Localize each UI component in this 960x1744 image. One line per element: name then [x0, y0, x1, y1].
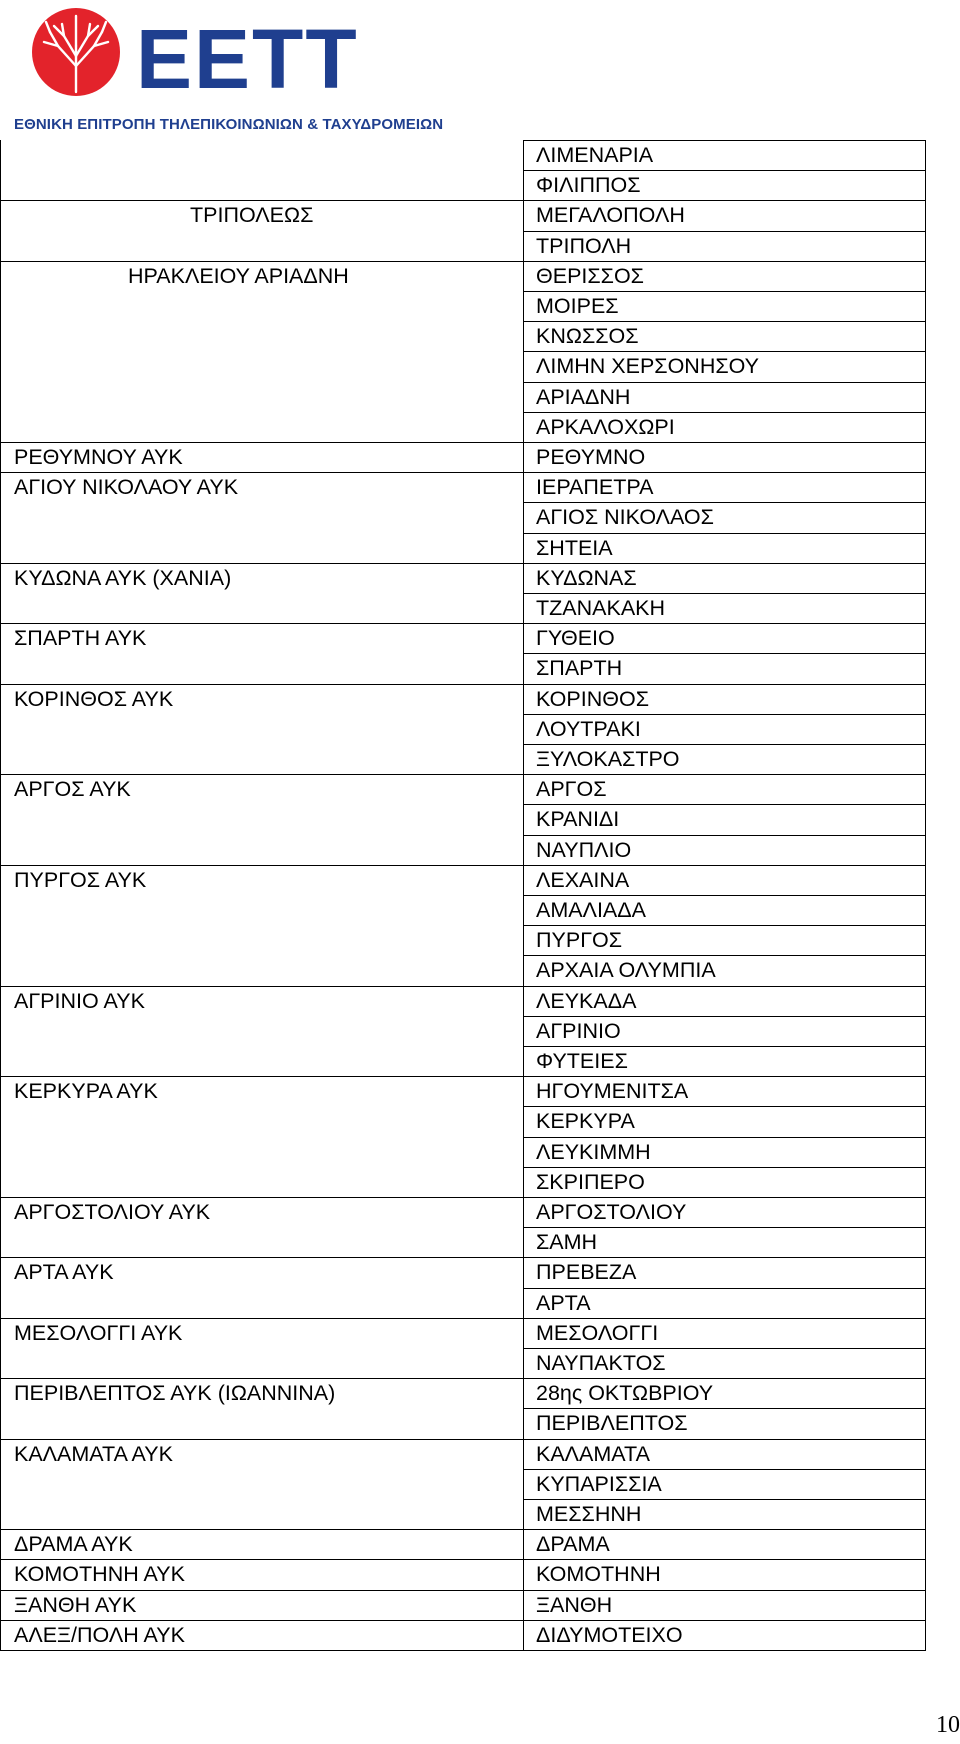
row-divider	[0, 623, 926, 624]
row-divider	[0, 472, 926, 473]
group-cell	[0, 1046, 523, 1076]
group-cell: ΚΟΜΟΤΗΝΗ ΑΥΚ	[14, 1562, 185, 1587]
row-divider	[523, 835, 926, 836]
table-row	[0, 744, 926, 774]
row-divider	[523, 1288, 926, 1289]
group-cell	[0, 231, 523, 261]
row-divider	[523, 593, 926, 594]
table-row	[0, 261, 926, 291]
row-divider	[0, 1559, 926, 1560]
row-divider	[523, 804, 926, 805]
location-cell: ΗΓΟΥΜΕΝΙΤΣΑ	[536, 1079, 689, 1104]
group-cell: ΑΡΓΟΣΤΟΛΙΟΥ ΑΥΚ	[14, 1200, 211, 1224]
row-divider	[523, 653, 926, 654]
table-row	[0, 502, 926, 532]
table-row	[0, 1439, 926, 1469]
table-row	[0, 412, 926, 442]
group-cell: ΜΕΣΟΛΟΓΓΙ ΑΥΚ	[14, 1320, 183, 1345]
location-cell: ΛΙΜΕΝΑΡΙΑ	[536, 143, 654, 167]
table-row	[0, 986, 926, 1016]
group-cell: ΚΕΡΚΥΡΑ ΑΥΚ	[14, 1079, 158, 1104]
table-row	[0, 865, 926, 895]
row-divider	[523, 1227, 926, 1228]
table-row	[0, 1257, 926, 1287]
table-row	[0, 533, 926, 563]
document-header	[14, 6, 444, 136]
group-cell	[0, 593, 523, 623]
table-row	[0, 774, 926, 804]
location-cell: ΣΠΑΡΤΗ	[536, 656, 623, 681]
location-cell: ΜΕΣΣΗΝΗ	[536, 1502, 642, 1526]
group-cell	[0, 1227, 523, 1257]
group-cell: ΑΛΕΞ/ΠΟΛΗ ΑΥΚ	[14, 1622, 185, 1647]
group-cell	[0, 1016, 523, 1046]
group-cell	[0, 1469, 523, 1499]
row-divider	[523, 1499, 926, 1500]
row-divider	[523, 1016, 926, 1017]
location-cell: ΜΟΙΡΕΣ	[536, 294, 619, 318]
table-row	[0, 804, 926, 834]
location-cell: ΞΑΝΘΗ	[536, 1592, 613, 1617]
group-cell: ΑΡΓΟΣ ΑΥΚ	[14, 777, 131, 802]
group-cell	[0, 382, 523, 412]
row-divider	[523, 1469, 926, 1470]
group-cell: ΡΕΘΥΜΝΟΥ ΑΥΚ	[14, 445, 183, 469]
table-row	[0, 1469, 926, 1499]
location-cell: ΣΗΤΕΙΑ	[536, 535, 613, 560]
location-cell: ΚΕΡΚΥΡΑ	[536, 1109, 635, 1134]
group-cell	[0, 1348, 523, 1378]
row-divider	[0, 684, 926, 685]
group-cell	[0, 1288, 523, 1318]
group-cell	[0, 533, 523, 563]
row-divider	[523, 382, 926, 383]
location-cell: ΑΓΡΙΝΙΟ	[536, 1018, 621, 1043]
row-divider	[0, 1529, 926, 1530]
location-cell: ΑΜΑΛΙΑΔΑ	[536, 898, 646, 922]
location-cell: ΑΡΓΟΣΤΟΛΙΟΥ	[536, 1200, 687, 1224]
table-row	[0, 1620, 926, 1650]
table-row	[0, 140, 926, 170]
location-cell: ΠΥΡΓΟΣ	[536, 928, 623, 953]
location-cell: ΠΡΕΒΕΖΑ	[536, 1260, 637, 1285]
row-divider	[0, 261, 926, 262]
location-cell: ΘΕΡΙΣΣΟΣ	[536, 263, 644, 288]
row-divider	[523, 1106, 926, 1107]
table-row	[0, 835, 926, 865]
group-cell: ΑΓΡΙΝΙΟ ΑΥΚ	[14, 988, 145, 1013]
table-row	[0, 1197, 926, 1227]
location-cell: ΣΚΡΙΠΕΡΟ	[536, 1169, 645, 1194]
table-row	[0, 563, 926, 593]
table-row	[0, 1499, 926, 1529]
location-cell: ΔΡΑΜΑ	[536, 1532, 610, 1557]
eett-logo-icon	[28, 6, 368, 106]
location-cell: ΑΡΤΑ	[536, 1290, 591, 1315]
row-divider	[0, 200, 926, 201]
location-cell: ΚΟΜΟΤΗΝΗ	[536, 1562, 661, 1587]
row-divider	[0, 1378, 926, 1379]
table-row	[0, 170, 926, 200]
location-cell: ΣΑΜΗ	[536, 1230, 598, 1255]
location-cell: ΓΥΘΕΙΟ	[536, 626, 615, 651]
location-cell: ΚΝΩΣΣΟΣ	[536, 324, 639, 349]
table-row	[0, 321, 926, 351]
group-cell: ΤΡΙΠΟΛΕΩΣ	[190, 203, 314, 228]
row-divider	[0, 563, 926, 564]
location-cell: ΑΡΧΑΙΑ ΟΛΥΜΠΙΑ	[536, 958, 716, 983]
row-divider	[523, 1046, 926, 1047]
location-cell: ΚΡΑΝΙΔΙ	[536, 807, 620, 832]
table-row	[0, 382, 926, 412]
location-cell: ΞΥΛΟΚΑΣΤΡΟ	[536, 747, 680, 771]
location-cell: ΦΙΛΙΠΠΟΣ	[536, 173, 641, 198]
row-divider	[0, 865, 926, 866]
table-row	[0, 1046, 926, 1076]
group-cell	[0, 804, 523, 834]
row-divider	[523, 533, 926, 534]
table-row	[0, 1227, 926, 1257]
row-divider	[523, 895, 926, 896]
group-cell: ΗΡΑΚΛΕΙΟΥ ΑΡΙΑΔΝΗ	[128, 263, 349, 288]
page-number: 10	[936, 1712, 960, 1738]
location-cell: ΡΕΘΥΜΝΟ	[536, 445, 646, 469]
row-divider	[523, 1167, 926, 1168]
table-row	[0, 1137, 926, 1167]
group-cell	[0, 1499, 523, 1529]
group-cell	[0, 895, 523, 925]
location-cell: ΝΑΥΠΛΙΟ	[536, 837, 632, 862]
row-divider	[0, 442, 926, 443]
location-cell: ΜΕΓΑΛΟΠΟΛΗ	[536, 203, 685, 228]
table-row	[0, 623, 926, 653]
table-row	[0, 653, 926, 683]
table-row	[0, 351, 926, 381]
row-divider	[0, 774, 926, 775]
row-divider	[523, 714, 926, 715]
row-divider	[523, 744, 926, 745]
location-cell: ΛΕΧΑΙΝΑ	[536, 867, 630, 892]
location-cell: ΛΟΥΤΡΑΚΙ	[536, 716, 641, 741]
logo-wordmark: ΕΕΤΤ	[136, 12, 359, 106]
group-cell	[0, 351, 523, 381]
group-cell: ΚΟΡΙΝΘΟΣ ΑΥΚ	[14, 686, 174, 711]
row-divider	[523, 955, 926, 956]
table-row	[0, 231, 926, 261]
location-cell: ΑΡΙΑΔΝΗ	[536, 384, 631, 409]
group-cell	[0, 140, 523, 170]
location-cell: ΑΡΚΑΛΟΧΩΡΙ	[536, 414, 675, 439]
group-cell	[0, 835, 523, 865]
table-row	[0, 1559, 926, 1589]
group-cell	[0, 502, 523, 532]
group-cell	[0, 291, 523, 321]
group-cell: ΑΡΤΑ ΑΥΚ	[14, 1260, 114, 1285]
group-cell	[0, 955, 523, 985]
table-row	[0, 1288, 926, 1318]
row-divider	[523, 1137, 926, 1138]
table-row	[0, 895, 926, 925]
group-cell	[0, 653, 523, 683]
location-cell: ΛΕΥΚΙΜΜΗ	[536, 1139, 651, 1164]
row-divider	[0, 1257, 926, 1258]
row-divider	[523, 231, 926, 232]
location-cell: ΚΥΔΩΝΑΣ	[536, 565, 637, 590]
group-cell	[0, 321, 523, 351]
table-row	[0, 925, 926, 955]
table-row	[0, 442, 926, 472]
location-cell: ΚΥΠΑΡΙΣΣΙΑ	[536, 1471, 662, 1496]
table-row	[0, 684, 926, 714]
location-cell: ΑΓΙΟΣ ΝΙΚΟΛΑΟΣ	[536, 505, 714, 530]
row-divider	[0, 986, 926, 987]
table-row	[0, 714, 926, 744]
location-cell: ΛΙΜΗΝ ΧΕΡΣΟΝΗΣΟΥ	[536, 354, 760, 379]
group-cell: ΑΓΙΟΥ ΝΙΚΟΛΑΟΥ ΑΥΚ	[14, 475, 239, 500]
group-cell	[0, 744, 523, 774]
location-cell: ΚΑΛΑΜΑΤΑ	[536, 1441, 650, 1466]
row-divider	[523, 170, 926, 171]
group-cell: ΠΕΡΙΒΛΕΠΤΟΣ ΑΥΚ (ΙΩΑΝΝΙΝΑ)	[14, 1381, 336, 1406]
table-row	[0, 472, 926, 502]
location-cell: ΠΕΡΙΒΛΕΠΤΟΣ	[536, 1411, 688, 1436]
location-cell: ΤΡΙΠΟΛΗ	[536, 233, 632, 258]
table-row	[0, 1378, 926, 1408]
location-cell: ΤΖΑΝΑΚΑΚΗ	[536, 596, 666, 620]
table-border-left	[0, 140, 1, 1650]
location-cell: ΙΕΡΑΠΕΤΡΑ	[536, 475, 654, 500]
row-divider	[523, 140, 926, 141]
row-divider	[0, 1439, 926, 1440]
group-cell: ΞΑΝΘΗ ΑΥΚ	[14, 1592, 137, 1617]
row-divider	[0, 1197, 926, 1198]
group-cell: ΔΡΑΜΑ ΑΥΚ	[14, 1532, 133, 1557]
table-row	[0, 1348, 926, 1378]
table-row	[0, 1590, 926, 1620]
row-divider	[0, 1076, 926, 1077]
table-row	[0, 593, 926, 623]
row-divider	[0, 1620, 926, 1621]
row-divider	[0, 1590, 926, 1591]
group-cell	[0, 1106, 523, 1136]
row-divider	[523, 291, 926, 292]
location-cell: 28ης ΟΚΤΩΒΡΙΟΥ	[536, 1381, 714, 1406]
table-row	[0, 1529, 926, 1559]
group-cell	[0, 170, 523, 200]
location-cell: ΦΥΤΕΙΕΣ	[536, 1049, 628, 1073]
location-cell: ΔΙΔΥΜΟΤΕΙΧΟ	[536, 1622, 683, 1647]
row-divider	[523, 321, 926, 322]
location-cell: ΚΟΡΙΝΘΟΣ	[536, 686, 649, 711]
row-divider	[523, 1348, 926, 1349]
table-row	[0, 1167, 926, 1197]
row-divider	[0, 1650, 926, 1651]
row-divider	[523, 351, 926, 352]
group-cell: ΣΠΑΡΤΗ ΑΥΚ	[14, 626, 147, 651]
table-row	[0, 200, 926, 230]
row-divider	[523, 412, 926, 413]
location-cell: ΑΡΓΟΣ	[536, 777, 607, 802]
group-cell: ΚΑΛΑΜΑΤΑ ΑΥΚ	[14, 1441, 173, 1466]
row-divider	[0, 1318, 926, 1319]
location-cell: ΝΑΥΠΑΚΤΟΣ	[536, 1351, 666, 1375]
table-row	[0, 955, 926, 985]
group-cell	[0, 1137, 523, 1167]
group-cell	[0, 714, 523, 744]
location-cell: ΛΕΥΚΑΔΑ	[536, 988, 637, 1013]
group-cell	[0, 412, 523, 442]
group-cell	[0, 925, 523, 955]
table-row	[0, 1408, 926, 1438]
table-row	[0, 1016, 926, 1046]
table-row	[0, 1076, 926, 1106]
row-divider	[523, 502, 926, 503]
table-row	[0, 1318, 926, 1348]
group-cell: ΚΥΔΩΝΑ ΑΥΚ (ΧΑΝΙΑ)	[14, 565, 232, 590]
organization-name: ΕΘΝΙΚΗ ΕΠΙΤΡΟΠΗ ΤΗΛΕΠΙΚΟΙΝΩΝΙΩΝ & ΤΑΧΥΔΡΟΜΕΙΩΝ	[14, 116, 444, 133]
group-cell: ΠΥΡΓΟΣ ΑΥΚ	[14, 867, 147, 892]
row-divider	[523, 925, 926, 926]
table-row	[0, 1106, 926, 1136]
location-cell: ΜΕΣΟΛΟΓΓΙ	[536, 1320, 659, 1345]
row-divider	[523, 1408, 926, 1409]
table-row	[0, 291, 926, 321]
group-cell	[0, 1167, 523, 1197]
group-cell	[0, 1408, 523, 1438]
